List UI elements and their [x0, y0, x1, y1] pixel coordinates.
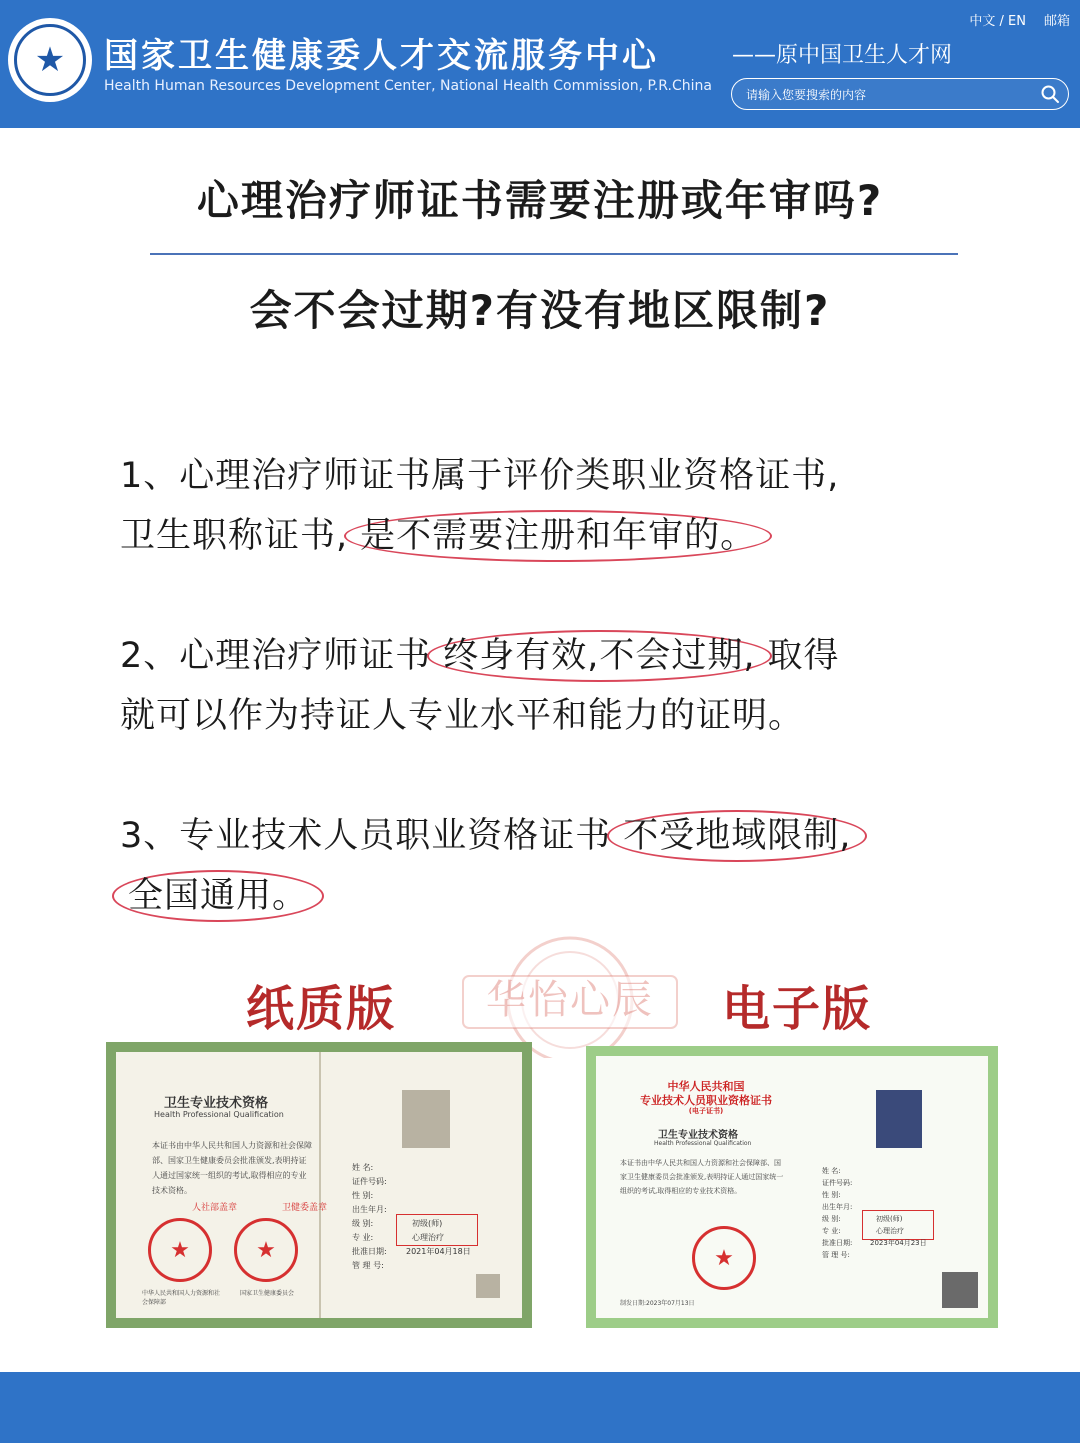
field-id: 证件号码: [822, 1179, 853, 1187]
point-3-line-2 [120, 866, 1000, 926]
language-switch-link[interactable]: 中文 / EN [969, 14, 1026, 29]
cert-subtitle: Health Professional Qualification [654, 1140, 752, 1147]
paper-certificate [106, 1042, 532, 1328]
site-header [0, 0, 1080, 128]
point-3-highlight-1: 不受地域限制, [607, 810, 867, 862]
search-input[interactable] [744, 84, 1028, 106]
cert-red-title-1: 中华人民共和国 [667, 1080, 745, 1093]
watermark-text: 华怡心辰 [486, 977, 654, 1023]
major-value: 心理治疗 [412, 1233, 444, 1242]
digital-version-label: 电子版 [722, 981, 873, 1037]
title-divider [150, 253, 958, 255]
logo-emblem [14, 24, 86, 96]
point-3-highlight-2: 全国通用。 [112, 870, 324, 922]
field-date: 批准日期: [352, 1247, 387, 1256]
field-gender: 性 别: [822, 1191, 841, 1199]
field-mgmt: 管 理 号: [352, 1261, 384, 1270]
point-2-line-1 [120, 626, 1000, 686]
watermark [455, 928, 685, 1058]
field-birth: 出生年月: [822, 1203, 853, 1211]
seal-icon: ★ [148, 1218, 212, 1282]
field-name: 姓 名: [352, 1163, 374, 1172]
field-date: 批准日期: [822, 1239, 853, 1247]
star-icon: ★ [34, 40, 66, 80]
field-name: 姓 名: [822, 1167, 841, 1175]
field-level: 级 别: [822, 1215, 841, 1223]
point-1 [120, 446, 1000, 566]
cert-red-title-3: (电子证书) [688, 1107, 724, 1115]
point-1-line-2 [120, 506, 1000, 566]
mail-link[interactable]: 邮箱 [1043, 14, 1070, 29]
level-value: 初级(师) [876, 1215, 903, 1223]
certificate-fold [319, 1052, 321, 1318]
org-logo[interactable] [8, 18, 92, 102]
point-3 [120, 806, 1000, 926]
org-name[interactable]: 国家卫生健康委人才交流服务中心 [104, 36, 659, 76]
former-name: ——原中国卫生人才网 [732, 43, 953, 68]
seal-label-2: 卫健委盖章 [282, 1203, 328, 1213]
point-2-line-2: 就可以作为持证人专业水平和能力的证明。 [120, 696, 805, 736]
point-2-text-before: 2、心理治疗师证书 [120, 636, 432, 676]
date-value: 2021年04月18日 [406, 1247, 471, 1256]
date-value: 2023年04月23日 [870, 1239, 927, 1247]
field-gender: 性 别: [352, 1191, 374, 1200]
cert-title: 卫生专业技术资格 [164, 1096, 269, 1111]
top-links [969, 10, 1070, 29]
point-1-line-1: 1、心理治疗师证书属于评价类职业资格证书, [120, 456, 840, 496]
cert-red-title-2: 专业技术人员职业资格证书 [640, 1094, 772, 1107]
field-id: 证件号码: [352, 1177, 387, 1186]
page-title-line-1: 心理治疗师证书需要注册或年审吗? [196, 176, 884, 225]
point-1-highlight: 是不需要注册和年审的。 [344, 510, 772, 562]
major-value: 心理治疗 [876, 1227, 904, 1235]
field-major: 专 业: [352, 1233, 374, 1242]
qr-code [942, 1272, 978, 1308]
field-mgmt: 管 理 号: [822, 1251, 850, 1259]
site-footer [0, 1372, 1080, 1443]
seal-label-1: 人社部盖章 [192, 1203, 238, 1213]
point-1-text: 卫生职称证书, [120, 516, 349, 556]
holder-photo [402, 1090, 450, 1148]
point-2-text-after: 取得 [767, 636, 840, 676]
point-3-line-1 [120, 806, 1000, 866]
search-box [731, 78, 1069, 110]
cert-title: 卫生专业技术资格 [658, 1130, 738, 1141]
seal-caption-2: 国家卫生健康委员会 [240, 1290, 295, 1297]
page-title-line-2: 会不会过期?有没有地区限制? [249, 286, 831, 335]
holder-photo [876, 1090, 922, 1148]
org-name-en: Health Human Resources Development Center, National Health Commission, P.R.China [104, 78, 712, 94]
digital-certificate [586, 1046, 998, 1328]
search-icon[interactable] [1040, 84, 1060, 104]
qr-code [476, 1274, 500, 1298]
point-2 [120, 626, 1000, 746]
field-birth: 出生年月: [352, 1205, 387, 1214]
seal-caption-1: 中华人民共和国人力资源和社会保障部 [142, 1290, 221, 1306]
point-3-text: 3、专业技术人员职业资格证书 [120, 816, 612, 856]
paper-version-label: 纸质版 [246, 981, 397, 1037]
field-major: 专 业: [822, 1227, 841, 1235]
cert-body: 本证书由中华人民共和国人力资源和社会保障部、国家卫生健康委员会批准颁发,表明持证人通过国家统一组织的考试,取得相应的专业技术资格。 [152, 1141, 312, 1195]
point-2-highlight: 终身有效,不会过期, [427, 630, 771, 682]
cert-subtitle: Health Professional Qualification [154, 1110, 284, 1119]
field-level: 级 别: [352, 1219, 374, 1228]
seal-icon: ★ [692, 1226, 756, 1290]
level-value: 初级(师) [412, 1219, 443, 1228]
cert-body: 本证书由中华人民共和国人力资源和社会保障部、国家卫生健康委员会批准颁发,表明持证人通过国家统一组织的考试,取得相应的专业技术资格。 [620, 1159, 784, 1195]
issue-date: 制发日期:2023年07月13日 [620, 1300, 695, 1307]
seal-icon: ★ [234, 1218, 298, 1282]
